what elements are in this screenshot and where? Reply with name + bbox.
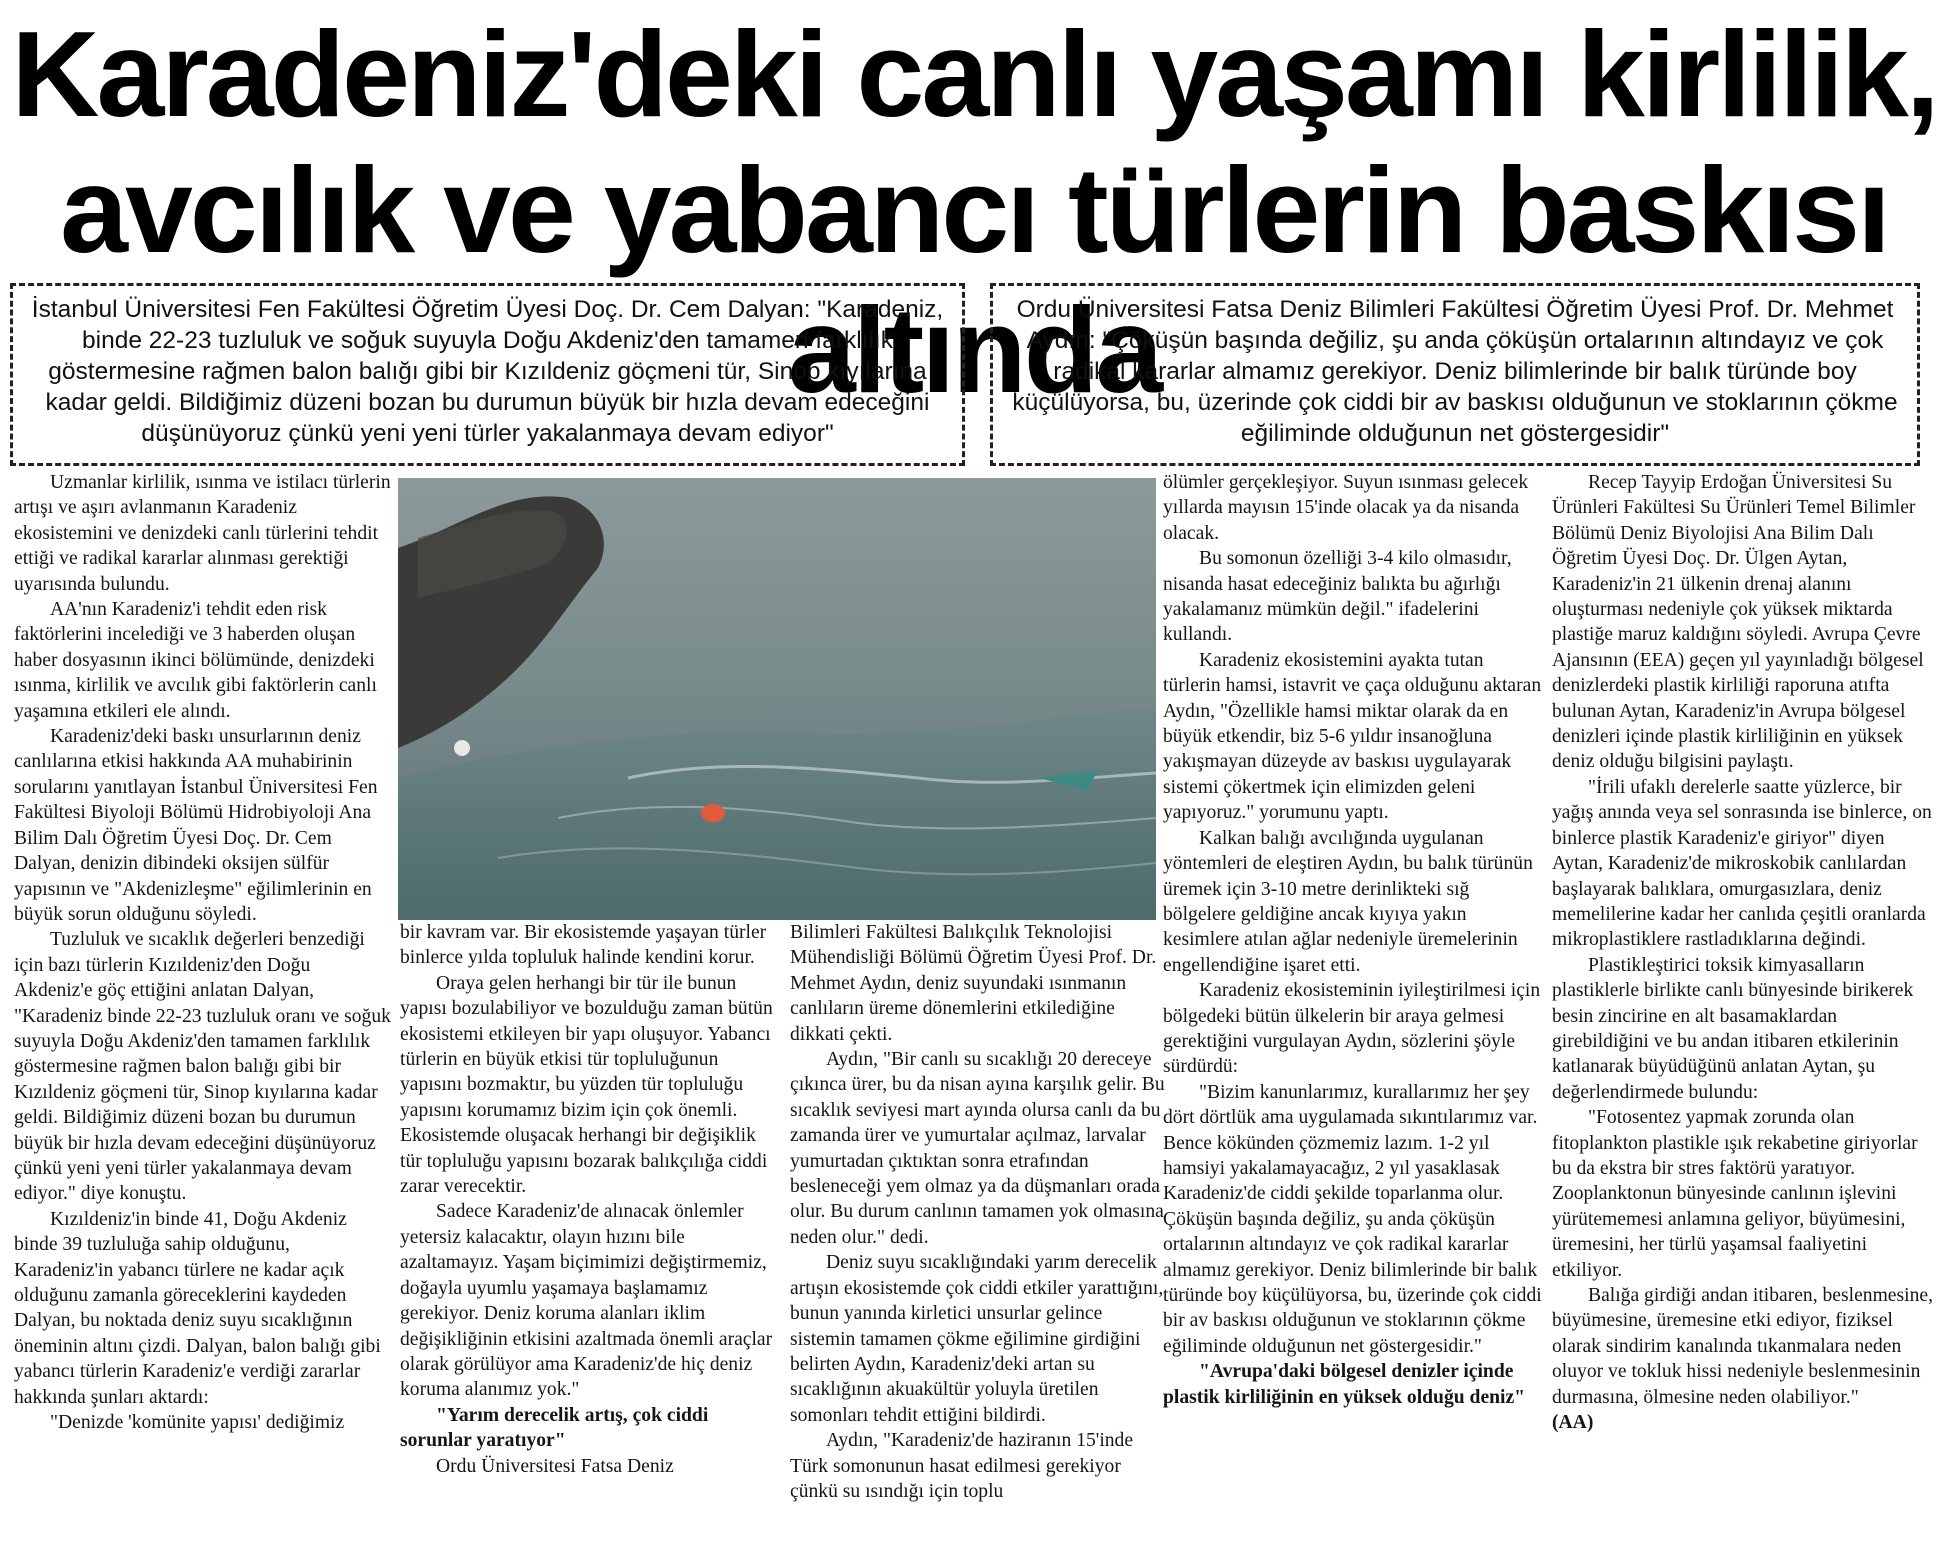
paragraph: ölümler gerçekleşiyor. Suyun ısınması gelecek yıllarda mayısın 15'inde olacak ya da nisanda olacak. (1163, 472, 1529, 544)
paragraph: Kalkan balığı avcılığında uygulanan yöntemleri de eleştiren Aydın, bu balık türünün üremek için 3-10 metre derinlikteki sığ bölgelere geldiğine ancak kıyıya yakın kesimlere atılan ağlar nedeniyle üremelerinin engellendiğine işaret etti. (1163, 827, 1533, 976)
subheading: "Avrupa'daki bölgesel denizler içinde plastik kirliliğinin en yüksek olduğu deniz" (1163, 1361, 1526, 1408)
sea-photo (398, 478, 1156, 920)
paragraph: Karadeniz ekosistemini ayakta tutan türlerin hamsi, istavrit ve çaça olduğunu aktaran Aydın, "Özellikle hamsi miktar olarak da en büyük etkendir, biz 5-6 yıldır insanoğluna yakışmayan düzeyde av baskısı uygulayarak sistemi çökertmek için elimizden geleni yapıyoruz." yorumunu yaptı. (1163, 649, 1542, 824)
paragraph: Tuzluluk ve sıcaklık değerleri benzediği için bazı türlerin Kızıldeniz'den Doğu Akdeniz'e göç ettiğini anlatan Dalyan, "Karadeniz binde 22-23 tuzluluk oranı ve soğuk suyuyla Doğu Akdeniz'den tamamen farklılık göstermesine rağmen balon balığı gibi bir Kızıldeniz göçmeni tür, Sinop kıyılarına kadar geldi. Bildiğimiz düzeni bozan bu durumun büyük bir hızla devam edeceğini düşünüyoruz çünkü yeni yeni türler yakalanmaya devam ediyor." diye konuştu. (14, 929, 391, 1205)
paragraph: Sadece Karadeniz'de alınacak önlemler yetersiz kalacaktır, olayın hızını bile azaltamayız. Yaşam biçimimizi değiştirmemiz, doğayla uyumlu yaşamaya başlamamız gerekiyor. Deniz koruma alanları iklim değişikliğinin etkisini azaltmada önemli araçlar olarak görülüyor ama Karadeniz'de hiç deniz koruma alanımız yok." (400, 1201, 773, 1401)
paragraph: Deniz suyu sıcaklığındaki yarım derecelik artışın ekosistemde çok ciddi etkiler yarattığını, bunun yanında kirletici unsurlar gelince sistemin tamamen çökme eğilimine girdiğini belirten Aydın, Karadeniz'deki artan su sıcaklığının akuakültür yoluyla üretilen somonları tehdit ettiğini bildirdi. (790, 1252, 1164, 1426)
subheading: "Yarım derecelik artış, çok ciddi sorunlar yaratıyor" (400, 1404, 709, 1452)
paragraph: Bu somonun özelliği 3-4 kilo olmasıdır, nisanda hasat edeceğiniz balıkta bu ağırlığı yakalamanız mümkün değil." ifadelerini kullandı. (1163, 548, 1512, 646)
paragraph: bir kavram var. Bir ekosistemde yaşayan türler binlerce yılda topluluk halinde kendini korur. (400, 922, 767, 969)
paragraph: Uzmanlar kirlilik, ısınma ve istilacı türlerin artışı ve aşırı avlanmanın Karadeniz ekosistemini ve denizdeki canlı türlerini tehdit ettiği ve radikal kararlar alınması gerektiği uyarısında bulundu. (14, 472, 391, 595)
paragraph: "Bizim kanunlarımız, kurallarımız her şey dört dörtlük ama uygulamada sıkıntılarımız var. Bence kökünden çözmemiz lazım. 1-2 yıl hamsiyi yakalamayacağız, 2 yıl yasaklasak Karadeniz'de ciddi şekilde toparlanma olur. Çöküşün başında değiliz, şu anda çöküşün ortalarının altındayız ve çok radikal kararlar almamız gerekiyor. Deniz bilimlerinde bir balık türünde boy küçülüyorsa, bu, üzerinde çok ciddi bir av baskısı olduğunun ve stoklarının çökme eğiliminde olduğunun net göstergesidir." (1163, 1081, 1542, 1357)
column-5 (1552, 470, 1936, 1435)
paragraph: Ordu Üniversitesi Fatsa Deniz (436, 1455, 674, 1477)
paragraph: "Denizde 'komünite yapısı' dediğimiz (50, 1412, 345, 1434)
paragraph: AA'nın Karadeniz'i tehdit eden risk faktörlerini incelediği ve 3 haberden oluşan haber dosyasının ikinci bölümünde, denizdeki ısınma, kirlilik ve avcılık gibi faktörlerin canlı yaşamına etkileri ele alındı. (14, 599, 377, 722)
quote-box-right: Ordu Üniversitesi Fatsa Deniz Bilimleri Fakültesi Öğretim Üyesi Prof. Dr. Mehmet Aydın: "Çöküşün başında değiliz, şu anda çöküşün ortalarının altındayız ve çok radikal kararlar almamız gerekiyor. Deniz bilimlerinde bir balık türünde boy küçülüyorsa, bu, üzerinde çok ciddi bir av baskısı olduğunun ve stoklarının çökme eğiliminde olduğunun net göstergesidir" (990, 283, 1920, 466)
paragraph: Plastikleştirici toksik kimyasalların plastiklerle birlikte canlı bünyesinde birikerek besin zincirine en alt basamaklardan girebildiğini ve bu andan itibaren etkilerinin katlanarak büyüdüğünü anlatan Aytan, şu değerlendirmede bulundu: (1552, 954, 1914, 1103)
paragraph: Oraya gelen herhangi bir tür ile bunun yapısı bozulabiliyor ve bozulduğu zaman bütün ekosistemi etkileyen bir yapı oluşuyor. Yabancı türlerin en büyük etkisi tür topluluğunun yapısını bozmaktır, bu yüzden tür topluluğu yapısını korumamız bizim için çok önemli. Ekosistemde oluşacak herhangi bir değişiklik tür topluluğu yapısını bozarak balıkçılığa ciddi zarar verecektir. (400, 972, 773, 1198)
paragraph: Recep Tayyip Erdoğan Üniversitesi Su Ürünleri Fakültesi Su Ürünleri Temel Bilimler Bölümü Deniz Biyolojisi Ana Bilim Dalı Öğretim Üyesi Doç. Dr. Ülgen Aytan, Karadeniz'in 21 ülkenin drenaj alanını oluşturması nedeniyle çok yüksek miktarda plastiğe maruz kaldığını söyledi. Avrupa Çevre Ajansının (EEA) geçen yıl yayınladığı bölgesel denizlerdeki plastik kirliliği raporuna atıfta bulunan Aytan, Karadeniz'in Avrupa bölgesel denizleri içinde plastik kirliliğinin en yüksek deniz olduğu bilgisini paylaştı. (1552, 472, 1924, 773)
paragraph: Aydın, "Karadeniz'de haziranın 15'inde Türk somonunun hasat edilmesi gerekiyor çünkü su ısındığı için toplu (790, 1430, 1134, 1502)
quote-box-left: İstanbul Üniversitesi Fen Fakültesi Öğretim Üyesi Doç. Dr. Cem Dalyan: "Karadeniz, binde 22-23 tuzluluk ve soğuk suyuyla Doğu Akdeniz'den tamamen farklılık göstermesine rağmen balon balığı gibi bir Kızıldeniz göçmeni tür, Sinop kıyılarına kadar geldi. Bildiğimiz düzeni bozan bu durumun büyük bir hızla devam edeceğini düşünüyoruz çünkü yeni yeni türler yakalanmaya devam ediyor" (10, 283, 965, 466)
headline-line-1: Karadeniz'deki canlı yaşamı kirlilik, (11, 6, 1937, 142)
paragraph: Karadeniz ekosisteminin iyileştirilmesi için bölgedeki bütün ülkelerin bir araya gelmesi gerektiğini vurgulayan Aydın, sözlerini şöyle sürdürdü: (1163, 980, 1541, 1078)
paragraph: "Fotosentez yapmak zorunda olan fitoplankton plastikle ışık rekabetine giriyorlar bu da ekstra bir stres faktörü yaratıyor. Zooplanktonun bünyesinde canlının işlevini yürütememesi anlamına geliyor, büyümesini, üremesini, her türlü yaşamsal faaliyetini etkiliyor. (1552, 1107, 1918, 1281)
paragraph: Kızıldeniz'in binde 41, Doğu Akdeniz binde 39 tuzluluğa sahip olduğunu, Karadeniz'in yabancı türlere ne kadar açık olduğunu zamanla göreceklerini kaydeden Dalyan, bu noktada deniz suyu sıcaklığının öneminin altını çizdi. Dalyan, balon balığı gibi yabancı türlerin Karadeniz'e verdiği zararlar hakkında şunları aktardı: (14, 1208, 381, 1408)
headline-line-2: avcılık ve yabancı türlerin baskısı altında (60, 142, 1888, 418)
signature: (AA) (1552, 1412, 1594, 1434)
column-4 (1163, 470, 1543, 1410)
column-2 (400, 920, 778, 1479)
column-3 (790, 920, 1170, 1504)
column-1 (14, 470, 392, 1435)
paragraph: "İrili ufaklı derelerle saatte yüzlerce, bir yağış anında veya sel sonrasında ise binlerce, on binlerce plastik Karadeniz'e giriyor" diyen Aytan, Karadeniz'de mikroskobik canlılardan başlayarak balıklara, omurgasızlara, deniz memelilerine kadar her canlıda çeşitli oranlarda mikroplastiklere rastladıklarına değindi. (1552, 776, 1932, 951)
paragraph: Balığa girdiği andan itibaren, beslenmesine, büyümesine, üremesine etki ediyor, fiziksel olarak sindirim kanalında tıkanmalara neden oluyor ve tokluk hissi nedeniyle beslenmesinin durmasına, ölmesine neden olabiliyor." (1552, 1285, 1933, 1408)
paragraph: Bilimleri Fakültesi Balıkçılık Teknolojisi Mühendisliği Bölümü Öğretim Üyesi Prof. Dr. Mehmet Aydın, deniz suyundaki ısınmanın canlıların üreme dönemlerini etkilediğine dikkati çekti. (790, 922, 1157, 1045)
sea-photo-image (398, 478, 1156, 920)
paragraph: Aydın, "Bir canlı su sıcaklığı 20 dereceye çıkınca ürer, bu da nisan ayına karşılık gelir. Bu sıcaklık seviyesi mart ayında olursa canlı da bu zamanda ürer ve yumurtalar açılmaz, larvalar yumurtadan çıktıktan sonra etrafından besleneceği yem olmaz ya da düşmanları orada olur. Bu durum canlının tamamen yok olmasına neden olur." dedi. (790, 1049, 1165, 1248)
paragraph: Karadeniz'deki baskı unsurlarının deniz canlılarına etkisi hakkında AA muhabirinin sorularını yanıtlayan İstanbul Üniversitesi Fen Fakültesi Biyoloji Bölümü Hidrobiyoloji Ana Bilim Dalı Öğretim Üyesi Doç. Dr. Cem Dalyan, denizin dibindeki oksijen sülfür yapısının ve "Akdenizleşme" eğilimlerinin en büyük sorun olduğunu söyledi. (14, 726, 378, 925)
